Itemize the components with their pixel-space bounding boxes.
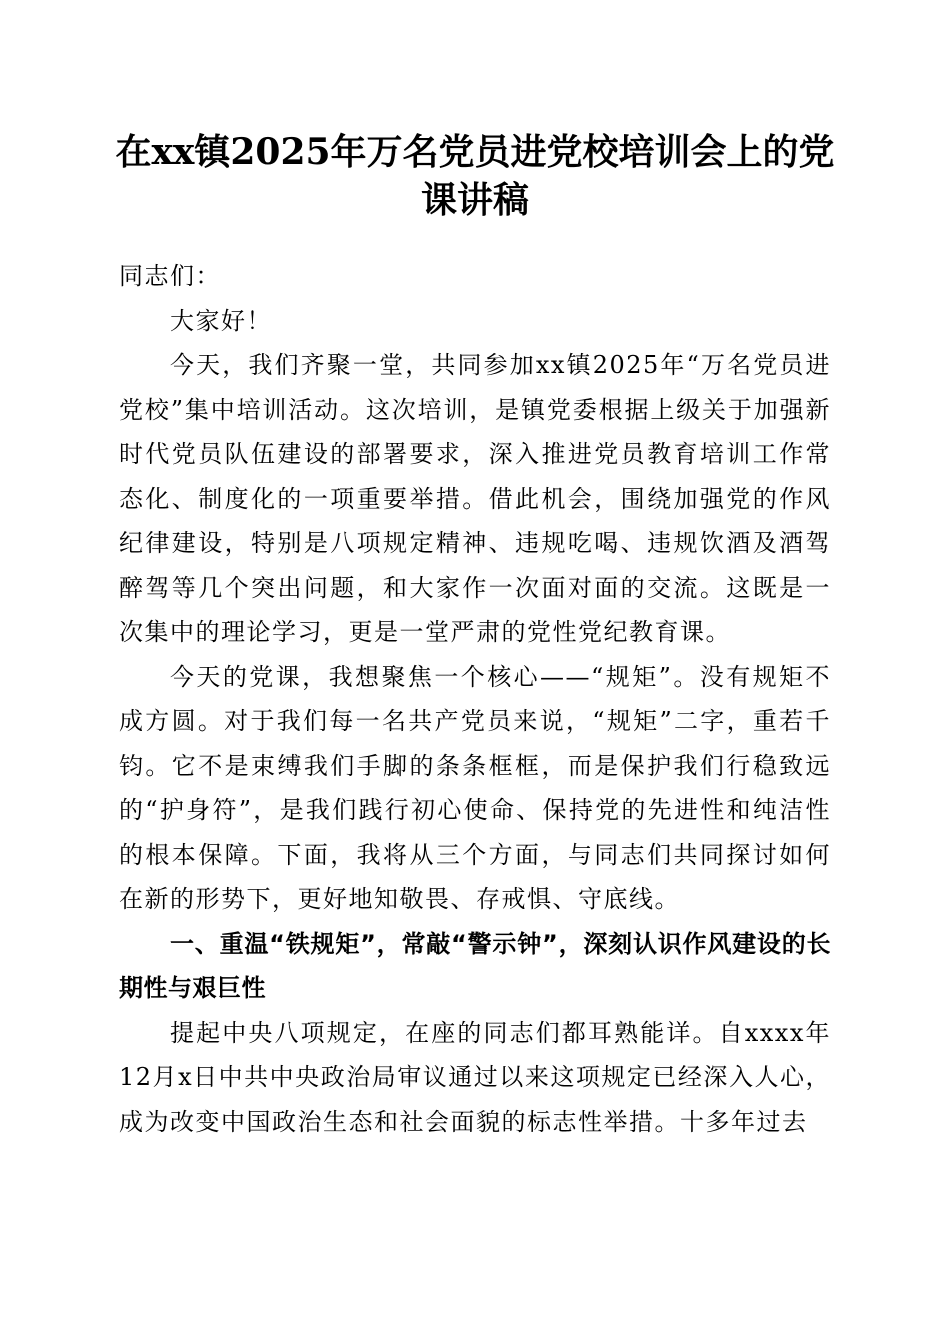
greeting: 大家好！: [170, 306, 272, 335]
title-line-2: 课讲稿: [420, 179, 529, 221]
title-line-1: 在xx镇2025年万名党员进党校培训会上的党: [115, 131, 835, 173]
section-paragraph: 提起中央八项规定，在座的同志们都耳熟能详。自xxxx年12月x日中共中央政治局审议通过以来这项规定已经深入人心，成为改变中国政治生态和社会面貌的标志性举措。十多年过去: [119, 1018, 831, 1136]
paragraph-intro: 今天，我们齐聚一堂，共同参加xx镇2025年“万名党员进党校”集中培训活动。这次培训，是镇党委根据上级关于加强新时代党员队伍建设的部署要求，深入推进党员教育培训工作常态化、制度化的一项重要举措。借此机会，围绕加强党的作风纪律建设，特别是八项规定精神、违规吃喝、违规饮酒及酒驾醉驾等几个突出问题，和大家作一次面对面的交流。这既是一次集中的理论学习，更是一堂严肃的党性党纪教育课。: [119, 351, 831, 646]
document-title: [100, 128, 850, 224]
paragraph-rules: 今天的党课，我想聚焦一个核心——“规矩”。没有规矩不成方圆。对于我们每一名共产党员来说，“规矩”二字，重若千钧。它不是束缚我们手脚的条条框框，而是保护我们行稳致远的“护身符”，是我们践行初心使命、保持党的先进性和纯洁性的根本保障。下面，我将从三个方面，与同志们共同探讨如何在新的形势下，更好地知敬畏、存戒惧、守底线。: [119, 662, 831, 913]
section-heading: 一、重温“铁规矩”，常敲“警示钟”，深刻认识作风建设的长期性与艰巨性: [119, 929, 831, 1002]
salutation: 同志们：: [119, 262, 221, 290]
document-body: [119, 254, 831, 1144]
